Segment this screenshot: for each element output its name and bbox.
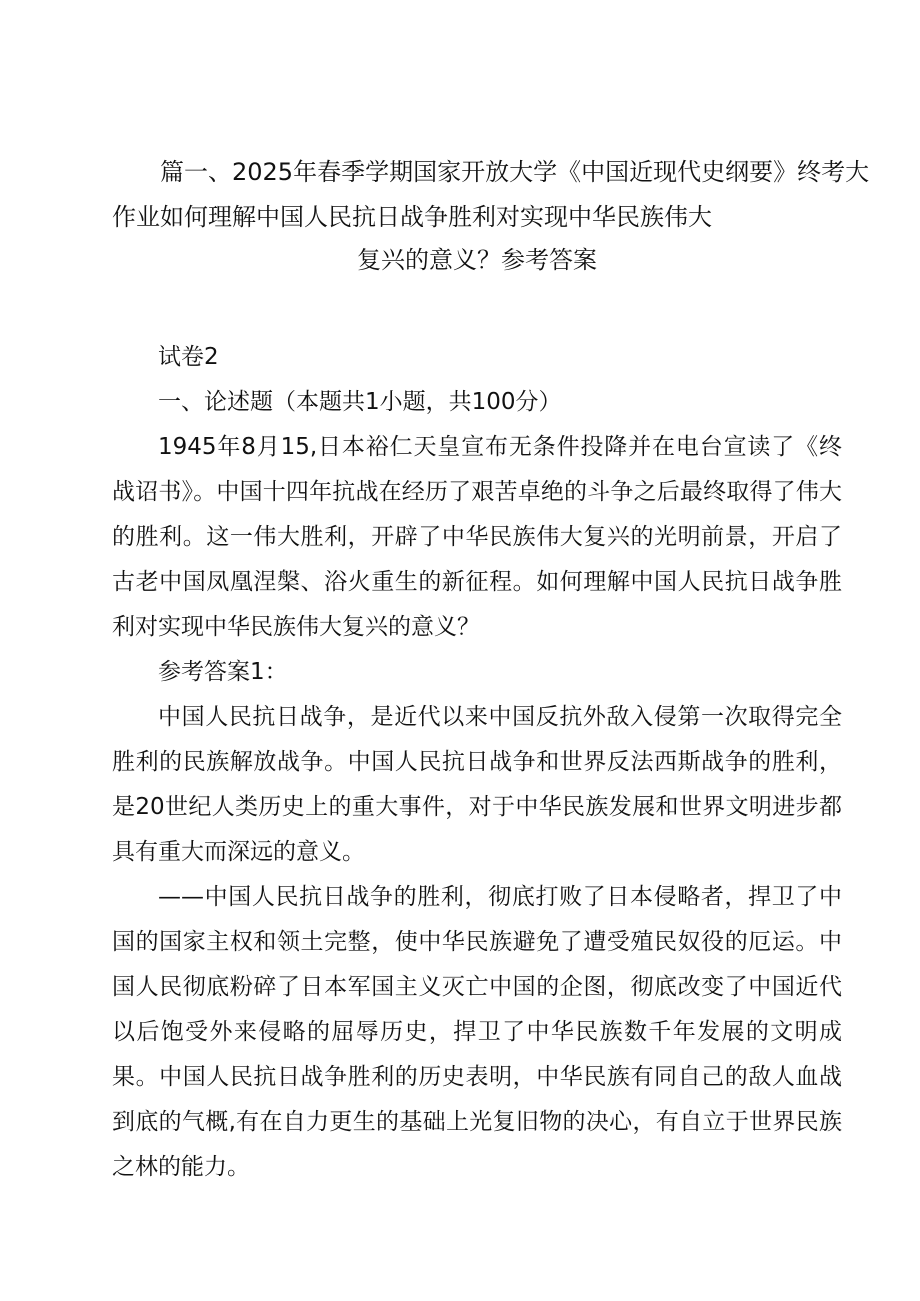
section-heading: 一、论述题（本题共1小题，共100分） <box>158 389 562 415</box>
answer-label: 参考答案1： <box>158 659 288 685</box>
document-title-line-3: 复兴的意义？参考答案 <box>357 246 597 274</box>
answer-paragraph-2: ——中国人民抗日战争的胜利，彻底打败了日本侵略者，捍卫了中国的国家主权和领土完整，使中华民族避免了遭受殖民奴役的厄运。中国人民彻底粉碎了日本军国主义灭亡中国的企图，彻底改变了中国近代以后饱受外来侵略的屈辱历史，捍卫了中华民族数千年发展的文明成果。中国人民抗日战争胜利的历史表明，中华民族有同自己的敌人血战到底的气概,有在自力更生的基础上光复旧物的决心，有自立于世界民族之林的能力。 <box>112 884 842 1180</box>
document-title-line-1: 篇一、2025年春季学期国家开放大学《中国近现代史纲要》终考大 <box>160 158 870 186</box>
question-paragraph: 1945年8月15,日本裕仁天皇宣布无条件投降并在电台宣读了《终战诏书》。中国十四年抗战在经历了艰苦卓绝的斗争之后最终取得了伟大的胜利。这一伟大胜利，开辟了中华民族伟大复兴的光明前景，开启了古老中国凤凰涅槃、浴火重生的新征程。如何理解中国人民抗日战争胜利对实现中华民族伟大复兴的意义？ <box>112 434 842 640</box>
document-title-line-2: 作业如何理解中国人民抗日战争胜利对实现中华民族伟大 <box>112 203 712 231</box>
document-body <box>112 335 842 1190</box>
answer-paragraph-1: 中国人民抗日战争，是近代以来中国反抗外敌入侵第一次取得完全胜利的民族解放战争。中国人民抗日战争和世界反法西斯战争的胜利，是20世纪人类历史上的重大事件，对于中华民族发展和世界文明进步都具有重大而深远的意义。 <box>112 704 842 865</box>
paper-label: 试卷2 <box>158 344 219 370</box>
